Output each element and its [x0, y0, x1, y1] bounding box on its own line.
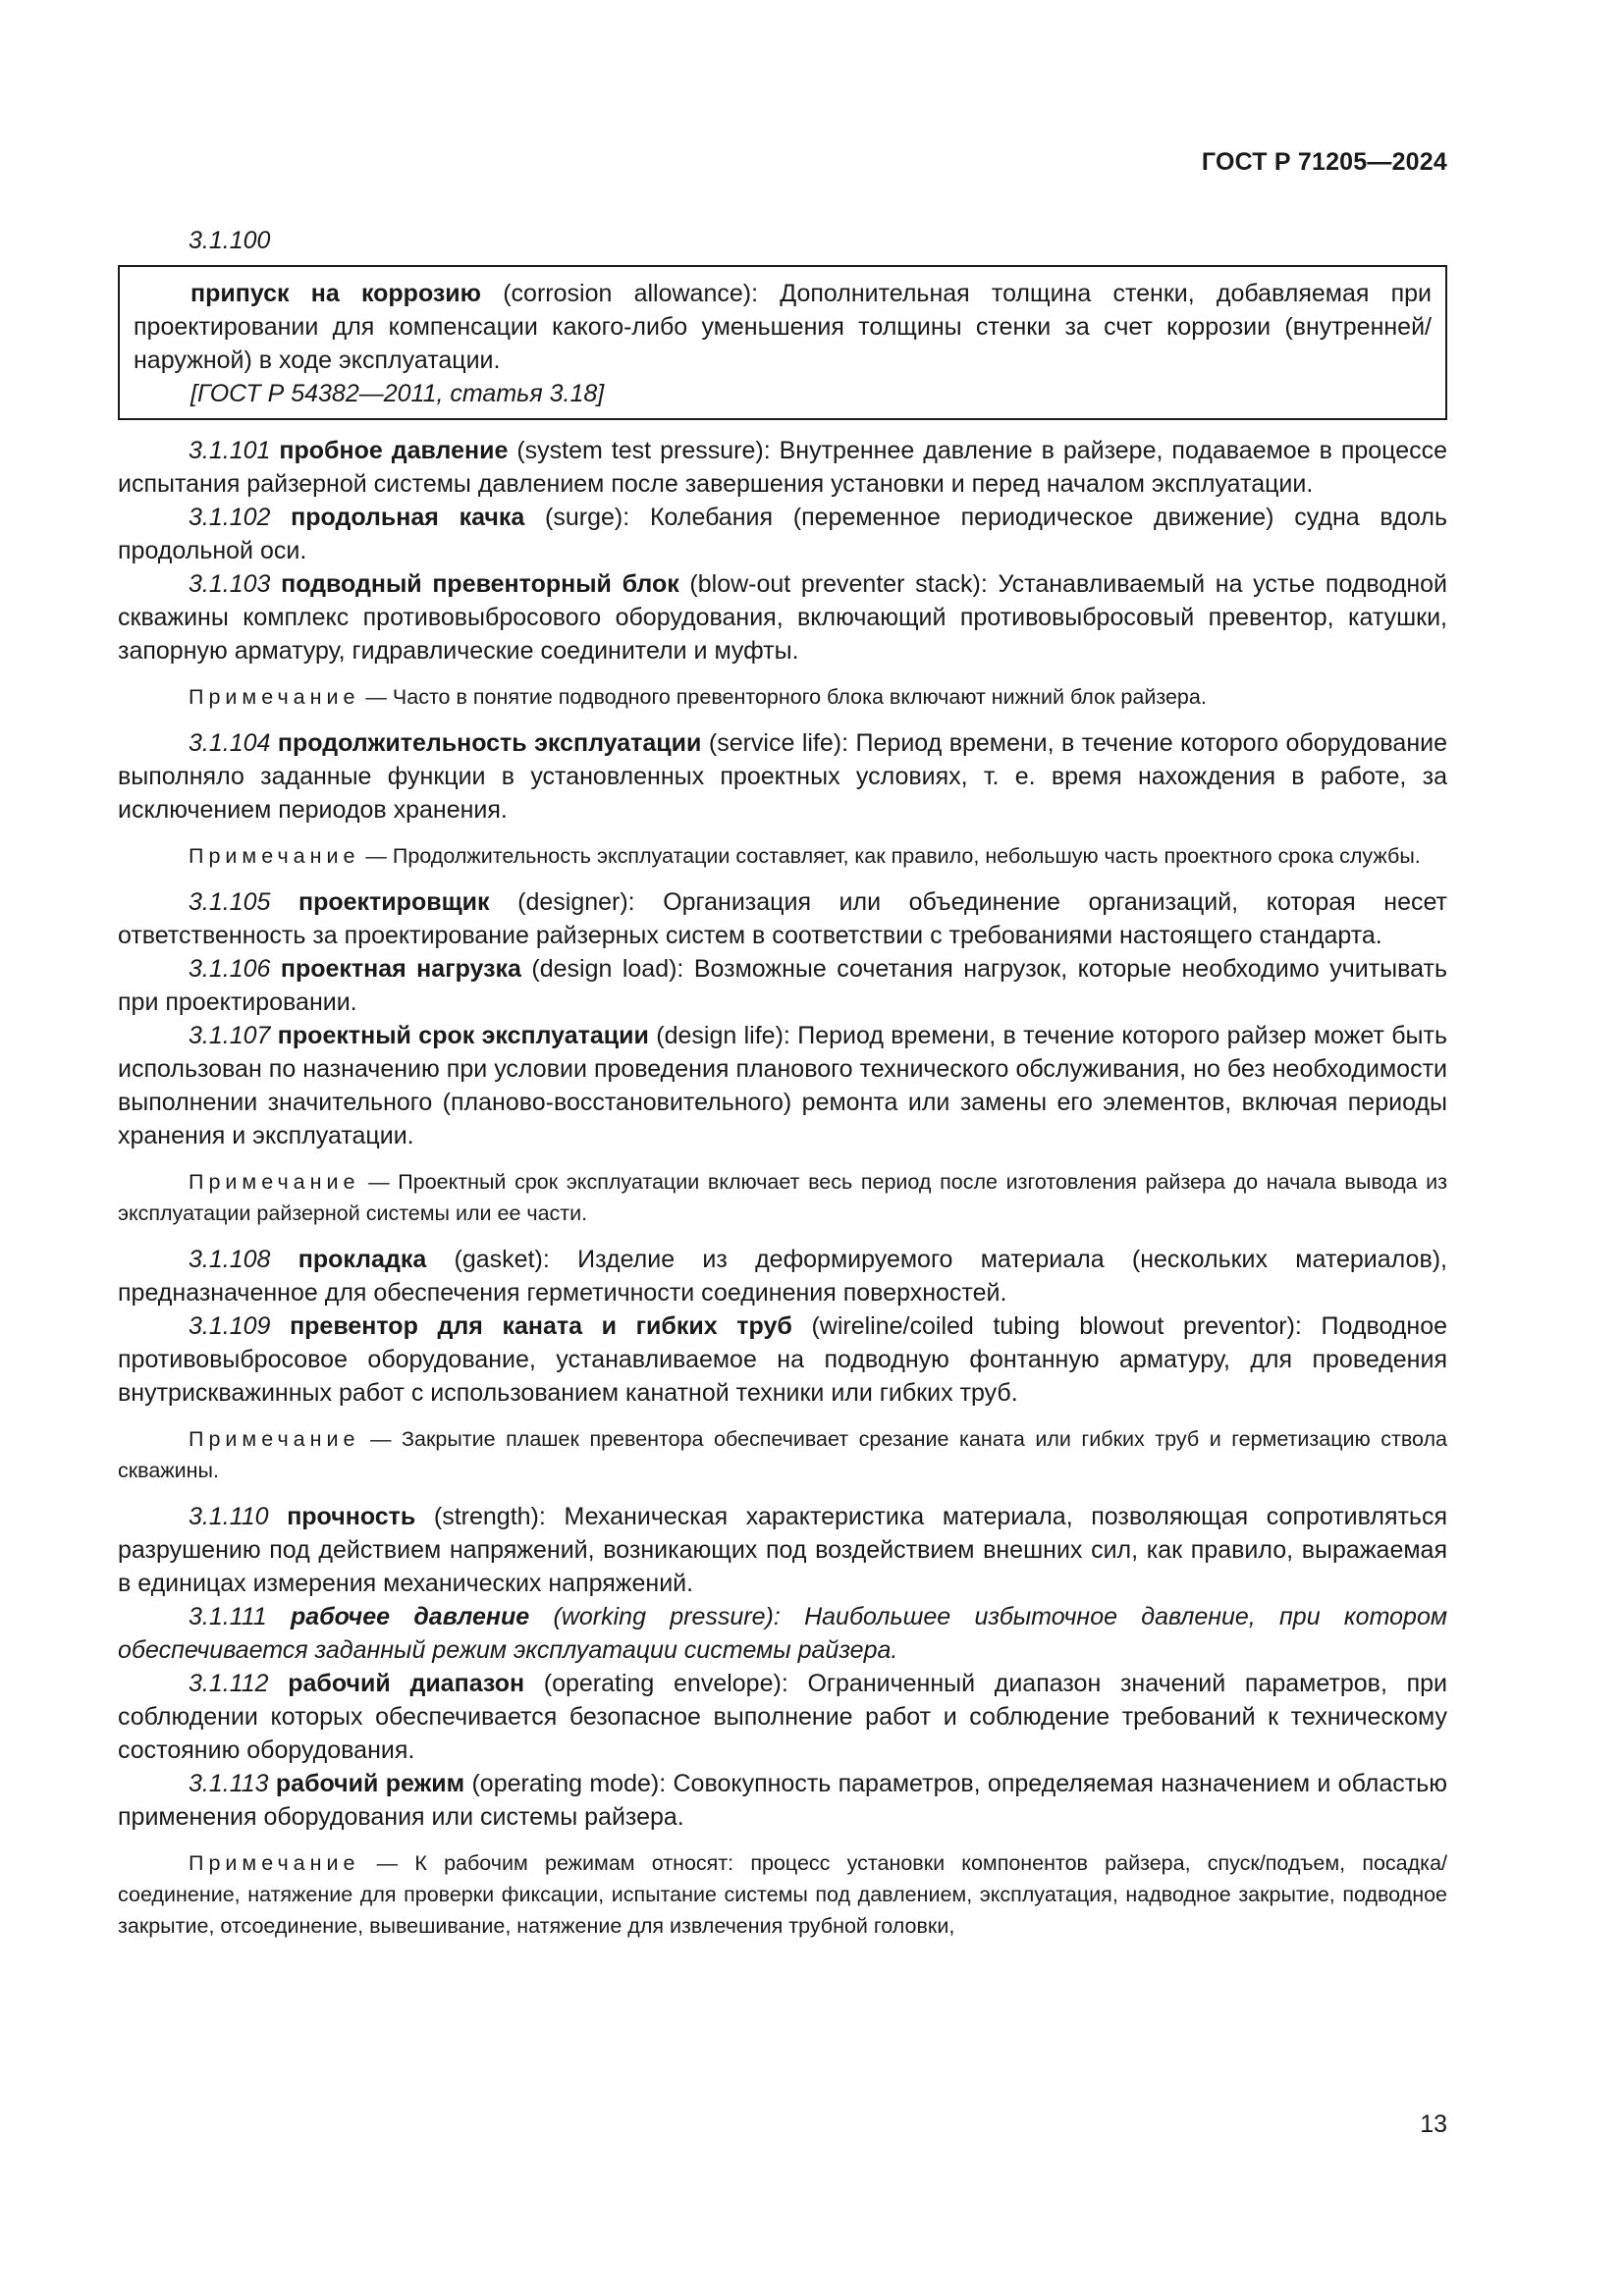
page-number: 13 [1420, 2110, 1447, 2138]
definition-paragraph [134, 277, 1432, 377]
definition-text: Устанавливаемый на устье подводной скважины комплекс противовыбросового оборудования, включающий противовыбросовый превентор, катушки, запорную арматуру, гидравлические соединители и муфты. [118, 570, 1448, 665]
term-english: (service life): [701, 729, 856, 757]
term-number: 3.1.112 [189, 1670, 269, 1697]
definition-text: Дополнительная толщина стенки, добавляемая при проектировании для компенсации какого-либо уменьшения толщины стенки за счет коррозии (внутренней/наружной) в ходе эксплуатации. [134, 280, 1433, 374]
note-dash: — [359, 844, 393, 868]
entry-3-1-106 [118, 952, 1447, 1019]
term: рабочий диапазон [288, 1670, 525, 1697]
note-dash: — [359, 685, 393, 709]
note-text: Проектный срок эксплуатации включает весь период после изготовления райзера до начала вывода из эксплуатации райзерной системы или ее части. [118, 1170, 1447, 1225]
term-english: (operating envelope): [524, 1670, 808, 1697]
term: продольная качка [291, 504, 525, 531]
term: проектная нагрузка [280, 955, 521, 983]
term-number: 3.1.104 [189, 729, 271, 757]
term-english: (gasket): [426, 1246, 578, 1273]
term-english: (operating mode): [464, 1770, 674, 1797]
term-number: 3.1.105 [189, 888, 271, 916]
entry-3-1-102 [118, 501, 1447, 567]
entry-3-1-104 [118, 726, 1447, 827]
entry-3-1-108 [118, 1243, 1447, 1309]
entry-3-1-112 [118, 1667, 1447, 1767]
term-number: 3.1.101 [189, 437, 271, 464]
definition-text: Колебания (переменное периодическое движение) судна вдоль продольной оси. [118, 504, 1447, 564]
page-content [118, 224, 1447, 1955]
definition-text: Ограниченный диапазон значений параметров, при соблюдении которых обеспечивается безопасное выполнение работ и соблюдение требований к техническому состоянию оборудования. [118, 1670, 1447, 1764]
note-dash: — [359, 1851, 415, 1875]
document-header: ГОСТ Р 71205—2024 [1201, 148, 1447, 176]
term-english: (designer): [489, 888, 664, 916]
term-english: (corrosion allowance): [481, 280, 781, 307]
definition-text: Механическая характеристика материала, позволяющая сопротивляться разрушению под действием напряжений, возникающих под воздействием внешних сил, как правило, выражаемая в единицах измерения механических напряжений. [118, 1503, 1447, 1597]
term: подводный превенторный блок [281, 570, 679, 598]
entry-3-1-109 [118, 1309, 1447, 1410]
entry-3-1-101 [118, 434, 1447, 501]
definition-text: Изделие из деформируемого материала (нескольких материалов), предназначенное для обеспечения герметичности соединения поверхностей. [118, 1246, 1448, 1307]
definition-text: Наибольшее избыточное давление, при котором обеспечивается заданный режим эксплуатации системы райзера. [118, 1603, 1447, 1664]
definition-text: Подводное противовыбросовое оборудование, устанавливаемое на подводную фонтанную арматуру, для проведения внутрискважинных работ с использованием канатной техники или гибких труб. [118, 1312, 1447, 1407]
term: проектный срок эксплуатации [277, 1022, 649, 1049]
note-label: Примечание [189, 1170, 360, 1194]
term-english: (surge): [524, 504, 650, 531]
term-english: (wireline/coiled tubing blowout preventor): [791, 1312, 1322, 1340]
definition-text: Внутреннее давление в райзере, подаваемое в процессе испытания райзерной системы давлением после завершения установки и перед началом эксплуатации. [118, 437, 1448, 498]
term: проектировщик [298, 888, 490, 916]
term: рабочее давление [291, 1603, 530, 1630]
term-number: 3.1.113 [189, 1770, 269, 1797]
definition-text: Организация или объединение организаций, которая несет ответственность за проектирование райзерных систем в соответствии с требованиями настоящего стандарта. [118, 888, 1447, 949]
definition-text: Возможные сочетания нагрузок, которые необходимо учитывать при проектировании. [118, 955, 1447, 1016]
note-text: Закрытие плашек превентора обеспечивает срезание каната или гибких труб и герметизацию ствола скважины. [118, 1427, 1447, 1482]
note-text: К рабочим режимам относят: процесс установки компонентов райзера, спуск/подъем, посадка/соединение, натяжение для проверки фиксации, испытание системы под давлением, эксплуатация, надводное закрытие, подводное закрытие, отсоединение, вывешивание, натяжение для извлечения трубной головки, [118, 1851, 1447, 1938]
note-3-1-103 [118, 681, 1447, 713]
source-reference [134, 377, 1432, 410]
term: превентор для каната и гибких труб [290, 1312, 792, 1340]
source-text: [ГОСТ Р 54382—2011, статья 3.18] [190, 380, 605, 407]
entry-3-1-113 [118, 1767, 1447, 1834]
note-3-1-113 [118, 1847, 1447, 1942]
term-number: 3.1.108 [189, 1246, 271, 1273]
term-english: (design life): [648, 1022, 798, 1049]
note-3-1-104 [118, 840, 1447, 872]
term-number: 3.1.111 [189, 1603, 267, 1630]
entry-3-1-110 [118, 1500, 1447, 1600]
term-number: 3.1.106 [189, 955, 271, 983]
term-number: 3.1.109 [189, 1312, 271, 1340]
note-dash: — [359, 1170, 399, 1194]
term-number: 3.1.102 [189, 504, 271, 531]
term: рабочий режим [275, 1770, 465, 1797]
term-english: (working pressure): [529, 1603, 805, 1630]
term-number: 3.1.110 [189, 1503, 269, 1530]
term: прочность [287, 1503, 416, 1530]
term: припуск на коррозию [190, 280, 482, 307]
entry-3-1-103 [118, 567, 1447, 667]
note-label: Примечание [189, 1427, 360, 1451]
term: пробное давление [279, 437, 509, 464]
note-dash: — [359, 1427, 403, 1451]
note-label: Примечание [189, 685, 360, 709]
entry-3-1-111 [118, 1600, 1447, 1667]
term-number: 3.1.107 [189, 1022, 271, 1049]
note-text: Часто в понятие подводного превенторного блока включают нижний блок райзера. [392, 685, 1207, 709]
term: прокладка [298, 1246, 427, 1273]
definition-text: Период времени, в течение которого райзер может быть использован по назначению при условии проведения планового технического обслуживания, но без необходимости выполнении значительного (планово-восстановительного) ремонта или замены его элементов, включая периоды хранения и эксплуатации. [118, 1022, 1448, 1149]
term-number: 3.1.100 [189, 227, 271, 254]
entry-3-1-105 [118, 885, 1447, 952]
note-3-1-109 [118, 1423, 1447, 1486]
note-label: Примечание [189, 1851, 360, 1875]
entry-3-1-107 [118, 1019, 1447, 1152]
term-english: (blow-out preventer stack): [678, 570, 999, 598]
term: продолжительность эксплуатации [277, 729, 702, 757]
term-english: (system test pressure): [508, 437, 780, 464]
note-text: Продолжительность эксплуатации составляет, как правило, небольшую часть проектного срока службы. [392, 844, 1421, 868]
boxed-definition [118, 265, 1447, 420]
term-english: (design load): [520, 955, 694, 983]
term-english: (strength): [415, 1503, 565, 1530]
note-label: Примечание [189, 844, 360, 868]
definition-text: Период времени, в течение которого оборудование выполняло заданные функции в установленных проектных условиях, т. е. время нахождения в работе, за исключением периодов хранения. [118, 729, 1447, 824]
note-3-1-107 [118, 1166, 1447, 1229]
definition-text: Совокупность параметров, определяемая назначением и областью применения оборудования или системы райзера. [118, 1770, 1447, 1831]
term-number: 3.1.103 [189, 570, 271, 598]
